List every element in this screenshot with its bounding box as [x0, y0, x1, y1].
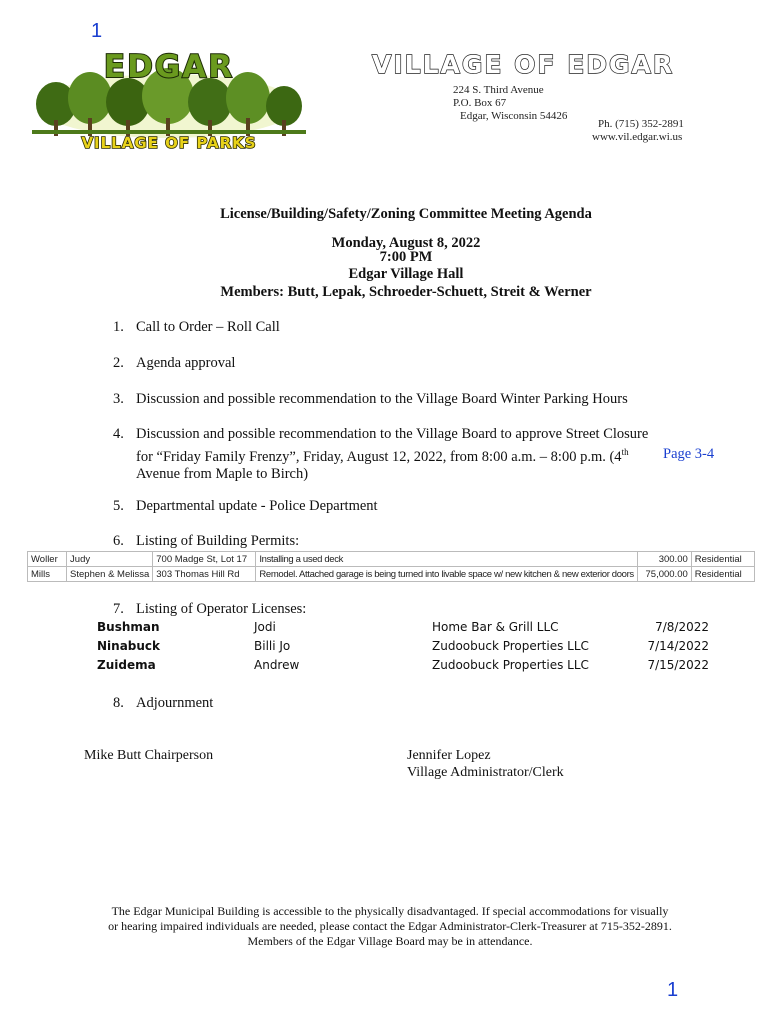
agenda-item-number: 2.: [113, 355, 124, 371]
license-first-name: Andrew: [254, 658, 300, 672]
license-business: Zudoobuck Properties LLC: [432, 639, 589, 653]
accessibility-notice: [60, 904, 720, 949]
license-last-name: Bushman: [97, 620, 160, 634]
agenda-item-text: Discussion and possible recommendation to the Village Board Winter Parking Hours: [136, 391, 628, 407]
license-last-name: Ninabuck: [97, 639, 161, 653]
license-row: [97, 658, 717, 676]
page-reference: Page 3-4: [663, 446, 715, 462]
permit-address: 303 Thomas Hill Rd: [153, 567, 256, 582]
logo-bottom-text: VILLAGE OF PARKS: [81, 134, 257, 152]
permit-last-name: Woller: [28, 552, 67, 567]
agenda-item-number: 4.: [113, 426, 124, 442]
agenda-item-4: [113, 426, 648, 483]
agenda-item-3: [113, 391, 628, 408]
agenda-item-text: Listing of Building Permits:: [136, 533, 300, 549]
building-permits-table: [27, 551, 755, 582]
permit-amount: 300.00: [637, 552, 691, 567]
permit-first-name: Stephen & Melissa: [67, 567, 153, 582]
agenda-item-6: [113, 533, 299, 550]
permit-type: Residential: [691, 567, 754, 582]
page-number-top: 1: [91, 20, 103, 42]
agenda-item-text: Departmental update - Police Department: [136, 498, 378, 514]
agenda-item-text: Adjournment: [136, 695, 214, 711]
meeting-location: Edgar Village Hall: [348, 266, 464, 282]
agenda-item-4-line-3: Avenue from Maple to Birch): [136, 465, 309, 482]
website: www.vil.edgar.wi.us: [592, 131, 683, 143]
meeting-time: 7:00 PM: [379, 249, 433, 265]
meeting-members: Members: Butt, Lepak, Schroeder-Schuett, Streit & Werner: [220, 284, 592, 300]
agenda-item-8: [113, 695, 213, 712]
license-business: Home Bar & Grill LLC: [432, 620, 559, 634]
license-row: [97, 620, 717, 638]
license-first-name: Billi Jo: [254, 639, 291, 653]
agenda-item-text: Agenda approval: [136, 355, 236, 371]
meeting-title: License/Building/Safety/Zoning Committee Meeting Agenda: [220, 206, 592, 222]
license-first-name: Jodi: [254, 620, 276, 634]
agenda-item-5: [113, 498, 378, 515]
agenda-item-4-line-2: for “Friday Family Frenzy”, Friday, August 12, 2022, from 8:00 a.m. – 8:00 p.m. (4: [136, 448, 622, 465]
logo-top-text: EDGAR: [103, 49, 235, 85]
permit-description: Remodel. Attached garage is being turned into livable space w/ new kitchen & new exterior doors: [256, 567, 637, 582]
agenda-item-number: 8.: [113, 695, 124, 711]
agenda-item-2: [113, 355, 235, 372]
chairperson-signature: Mike Butt Chairperson: [84, 748, 214, 763]
address-line-3: Edgar, Wisconsin 54426: [460, 110, 568, 122]
agenda-item-number: 7.: [113, 601, 124, 617]
permit-address: 700 Madge St, Lot 17: [153, 552, 256, 567]
admin-title: Village Administrator/Clerk: [407, 765, 564, 780]
agenda-item-number: 5.: [113, 498, 124, 514]
address-line-2: P.O. Box 67: [453, 97, 507, 109]
footer-line-3: Members of the Edgar Village Board may be in attendance.: [247, 934, 533, 948]
license-business: Zudoobuck Properties LLC: [432, 658, 589, 672]
address-line-1: 224 S. Third Avenue: [453, 84, 544, 96]
permit-first-name: Judy: [67, 552, 153, 567]
license-row: [97, 639, 717, 657]
table-row: [28, 567, 755, 582]
agenda-item-7: [113, 601, 306, 618]
permit-last-name: Mills: [28, 567, 67, 582]
agenda-item-text: Listing of Operator Licenses:: [136, 601, 307, 617]
permit-amount: 75,000.00: [637, 567, 691, 582]
footer-line-2: or hearing impaired individuals are needed, please contact the Edgar Administrator-Clerk-Treasurer at 715-352-2891.: [108, 919, 672, 933]
meeting-date: Monday, August 8, 2022: [331, 235, 481, 251]
agenda-item-number: 1.: [113, 319, 124, 335]
agenda-item-4-line-1: Discussion and possible recommendation to the Village Board to approve Street Closure: [136, 426, 649, 442]
village-of-parks-logo: [28, 44, 310, 156]
license-last-name: Zuidema: [97, 658, 156, 672]
ordinal-suffix: th: [621, 446, 629, 457]
license-date: 7/15/2022: [647, 658, 709, 672]
license-date: 7/8/2022: [655, 620, 709, 634]
permit-type: Residential: [691, 552, 754, 567]
page-number-bottom: 1: [667, 979, 679, 1001]
permit-description: Installing a used deck: [256, 552, 637, 567]
agenda-item-number: 6.: [113, 533, 124, 549]
agenda-item-1: [113, 319, 280, 336]
agenda-item-number: 3.: [113, 391, 124, 407]
license-date: 7/14/2022: [647, 639, 709, 653]
admin-name: Jennifer Lopez: [407, 748, 491, 763]
table-row: [28, 552, 755, 567]
phone-number: Ph. (715) 352-2891: [598, 118, 684, 130]
footer-line-1: The Edgar Municipal Building is accessible to the physically disadvantaged. If special accommodations for visually: [111, 904, 669, 918]
agenda-item-text: Call to Order – Roll Call: [136, 319, 280, 335]
village-title: VILLAGE OF EDGAR: [372, 50, 675, 79]
